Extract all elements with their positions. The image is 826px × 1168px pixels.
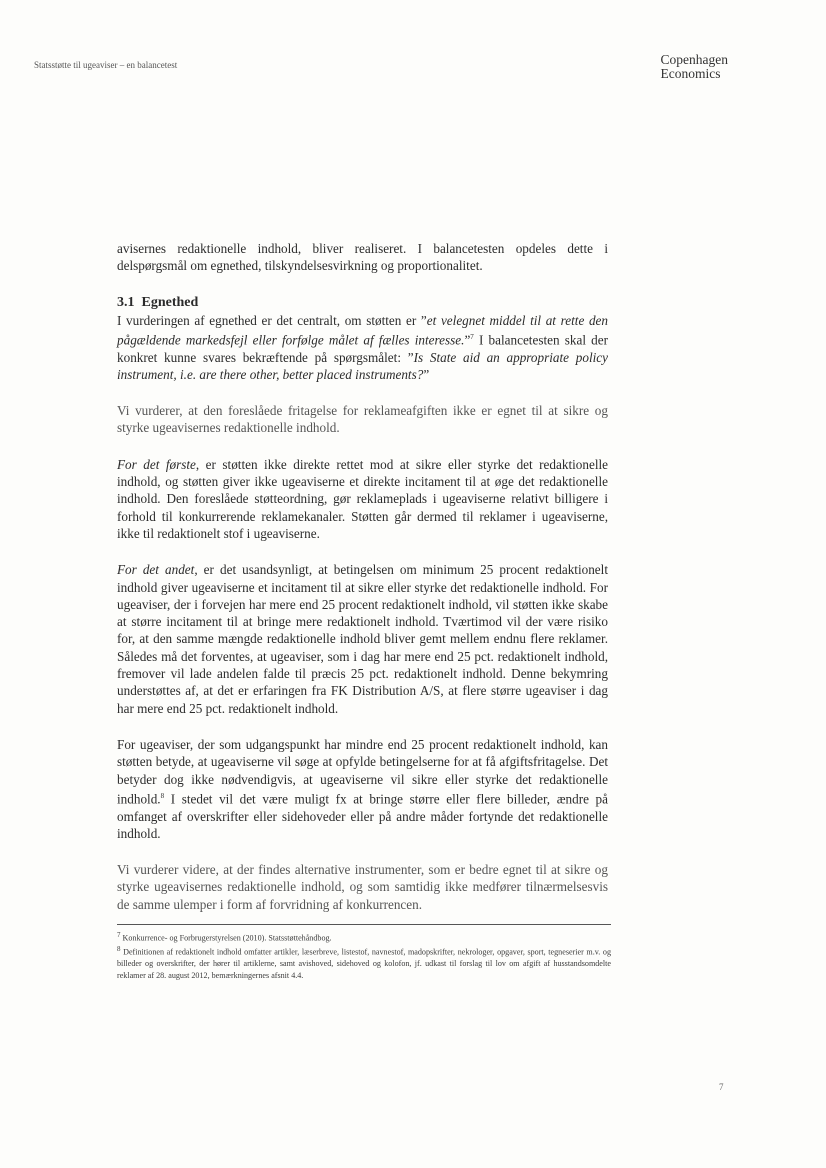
page-number: 7: [719, 1082, 724, 1092]
paragraph-1: I vurderingen af egnethed er det centralt, om støtten er ”et velegnet middel til at rette den pågældende markedsfejl eller forfølge målet af fælles interesse.”$^7$ I balancetesten skal der konkret kunne svares bekræftende på spørgsmålet: ”Is State aid an appropriate policy instrument, i.e. are there other, better placed instruments?”: [117, 312, 609, 382]
paragraph-5: For ugeaviser, der som udgangspunkt har mindre end 25 procent redaktionelt indhold, kan støtten betyde, at ugeaviserne vil søge at opfylde betingelserne for at få afgiftsfritagelse. Det betyder dog ikke nødvendigvis, at ugeaviserne vil sikre eller styrke det redaktionelle indhold.$^8$ I stedet vil det være muligt fx at bringe større eller flere billeder, ændre på omfanget af overskrifter eller sidehoveder eller på andre måder fortynde det redaktionelle indhold.: [117, 736, 608, 841]
paragraph-2: Vi vurderer, at den foreslåede fritagelse for reklameafgiften ikke er egnet til at sikre og styrke ugeavisernes redaktionelle indhold.: [117, 403, 608, 436]
paragraph-6: Vi vurderer videre, at der findes alternative instrumenter, som er bedre egnet til at sikre og styrke ugeavisernes redaktionelle indhold, og som samtidig ikke medfører tilnærmelsesvis de samme ulemper i form af forvridning af konkurrencen.: [117, 862, 608, 912]
section-heading: [117, 294, 608, 312]
footnotes: [117, 924, 611, 981]
section-title: Egnethed: [141, 294, 199, 310]
footnote-7: $^7$ Konkurrence- og Forbrugerstyrelsen (2010). Statsstøttehåndbog.: [117, 931, 332, 943]
intro-paragraph: avisernes redaktionelle indhold, bliver realiseret. I balancetesten opdeles dette i delspørgsmål om egnethed, tilskyndelsesvirkning og proportionalitet.: [117, 241, 608, 274]
footnote-8: $^8$ Definitionen af redaktionelt indhold omfatter artikler, læserbreve, listestof, navnestof, madopskrifter, nekrologer, opgaver, sport, tegneserier m.v. og billeder og overskrifter, der hører til artiklerne, samt avishoved, sidehoved og kolofon, jf. udkast til forslag til lov om afgift af husstandsomdelte reklamer af 28. august 2012, bemærkningernes afsnit 4.4.: [117, 945, 611, 980]
logo-line-2: Economics: [660, 66, 721, 81]
company-logo: [661, 53, 728, 81]
running-header: Statsstøtte til ugeaviser – en balancetest: [34, 60, 178, 70]
footnote-ref-7: 7: [470, 332, 474, 341]
paragraph-4: For det andet, er det usandsynligt, at betingelsen om minimum 25 procent redaktionelt indhold giver ugeaviserne et incitament til at sikre eller styrke det redaktionelle indhold. For ugeaviser, der i forvejen har mere end 25 procent redaktionelt indhold, vil støtten ikke skabe at større incitament til at bringe mere redaktionelt indhold. Tværtimod vil der være risiko for, at den samme mængde redaktionelle indhold bliver gemt mellem endnu flere reklamer. Således må det forventes, at ugeaviser, som i dag har mere end 25 pct. redaktionelt indhold, fremover vil lade andelen falde til præcis 25 pct. redaktionelt indhold. Denne bekymring understøttes af, at det er erfaringen fra FK Distribution A/S, at flere større ugeaviser i dag har mere end 25 pct. redaktionelt indhold.: [117, 562, 608, 716]
logo-line-1: Copenhagen: [660, 52, 728, 67]
body-text: [117, 240, 608, 932]
paragraph-3: For det første, er støtten ikke direkte rettet mod at sikre eller styrke det redaktionelle indhold, og støtten giver ikke ugeaviserne et direkte incitament til at øge det redaktionelle indhold. Den foreslåede støtteordning, gør reklameplads i ugeaviserne relativt billigere i forhold til konkurrerende reklamekanaler. Støtten går dermed til reklamer i ugeaviserne, ikke til redaktionelt stof i ugeaviserne.: [117, 456, 609, 541]
section-number: 3.1: [117, 294, 135, 310]
footnote-ref-8: 8: [160, 791, 165, 800]
